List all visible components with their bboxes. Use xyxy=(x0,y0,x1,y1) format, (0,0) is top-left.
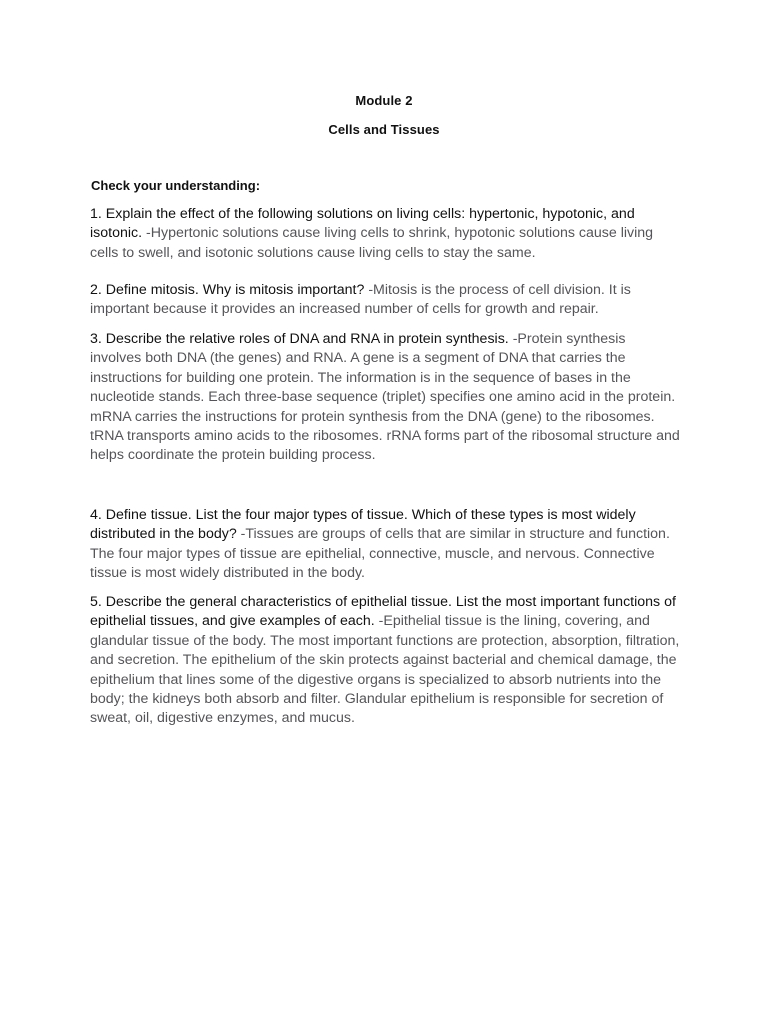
question-4 xyxy=(90,506,680,584)
answer-1-text: -Hypertonic solutions cause living cells to shrink, hypotonic solutions cause living cells to swell, and isotonic solutions cause living cells to stay the same. xyxy=(90,225,654,261)
question-4-text: 4. Define tissue. List the four major types of tissue. Which of these types is most widely distributed in the body? xyxy=(90,507,636,543)
question-5 xyxy=(90,593,680,729)
question-5-text: 5. Describe the general characteristics of epithelial tissue. List the most important functions of epithelial tissues, and give examples of each. xyxy=(90,594,676,630)
section-heading: Check your understanding: xyxy=(91,178,261,193)
answer-4-text: -Tissues are groups of cells that are similar in structure and function. The four major types of tissue are epithelial, connective, muscle, and nervous. Connective tissue is most widely distributed in the body. xyxy=(90,526,670,582)
module-title: Module 2 xyxy=(355,93,413,108)
question-3-text: 3. Describe the relative roles of DNA and RNA in protein synthesis. xyxy=(90,331,513,347)
question-1 xyxy=(90,205,680,263)
question-2 xyxy=(90,281,680,320)
answer-2-text: -Mitosis is the process of cell division. It is important because it provides an increased number of cells for growth and repair. xyxy=(90,282,631,318)
answer-3-text: -Protein synthesis involves both DNA (the genes) and RNA. A gene is a segment of DNA that carries the instructions for building one protein. The information is in the sequence of bases in the nucleotide stands. Each three-base sequence (triplet) specifies one amino acid in the protein. mRNA carries the instructions for protein synthesis from the DNA (gene) to the ribosomes. tRNA transports amino acids to the ribosomes. rRNA forms part of the ribosomal structure and helps coordinate the protein building process. xyxy=(90,331,680,464)
question-1-text: 1. Explain the effect of the following solutions on living cells: hypertonic, hypotonic, and isotonic. xyxy=(90,206,635,242)
module-subtitle: Cells and Tissues xyxy=(328,122,440,137)
question-3 xyxy=(90,330,680,466)
answer-5-text: -Epithelial tissue is the lining, covering, and glandular tissue of the body. The most important functions are protection, absorption, filtration, and secretion. The epithelium of the skin protects against bacterial and chemical damage, the epithelium that lines some of the digestive organs is specialized to absorb nutrients into the body; the kidneys both absorb and filter. Glandular epithelium is responsible for secretion of sweat, oil, digestive enzymes, and mucus. xyxy=(90,613,680,727)
question-2-text: 2. Define mitosis. Why is mitosis important? xyxy=(90,282,369,298)
